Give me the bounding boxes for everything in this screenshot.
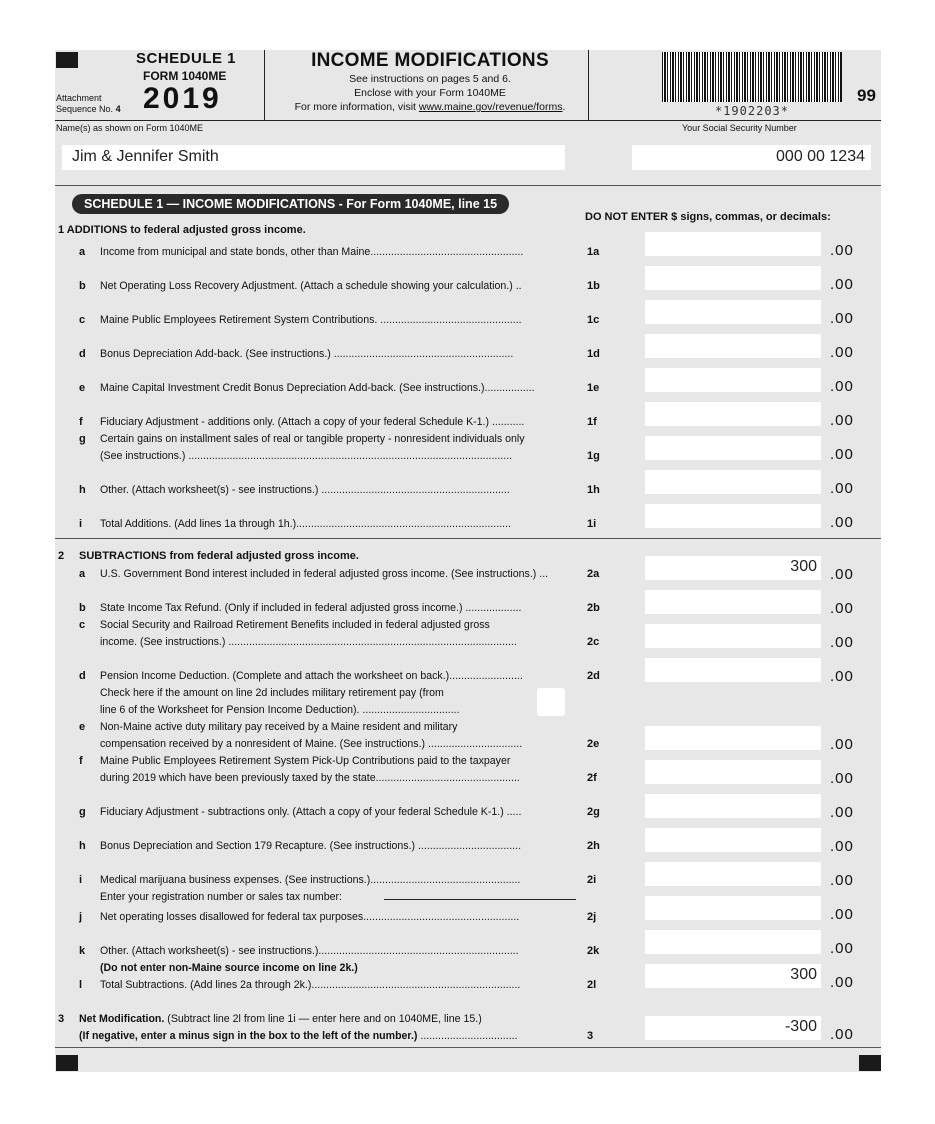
amount-field-1c[interactable] bbox=[645, 300, 821, 324]
registration-mark bbox=[859, 1055, 881, 1071]
subtractions-line-2h-text: Bonus Depreciation and Section 179 Recapture. (See instructions.) ................................... bbox=[100, 840, 522, 852]
cents-1g: .00 bbox=[830, 446, 854, 463]
net-amount-field[interactable] bbox=[645, 1016, 821, 1040]
amount-field-1a[interactable] bbox=[645, 232, 821, 256]
amount-field-2a[interactable] bbox=[645, 556, 821, 580]
net-cents: .00 bbox=[830, 1026, 854, 1043]
subtractions-letter-g: g bbox=[79, 806, 86, 818]
registration-mark bbox=[56, 52, 78, 68]
subtractions-line-2e-text2: compensation received by a nonresident of Maine. (See instructions.) ................................ bbox=[100, 738, 523, 750]
subtractions-letter-k: k bbox=[79, 945, 86, 957]
additions-letter-f: f bbox=[79, 416, 83, 428]
subtractions-number: 2 bbox=[58, 550, 65, 562]
additions-line-1a-text: Income from municipal and state bonds, other than Maine.................................................... bbox=[100, 246, 524, 258]
more-info-line: For more information, visit www.maine.gov/revenue/forms. bbox=[294, 101, 566, 113]
line-number-2g: 2g bbox=[587, 806, 600, 818]
name-value: Jim & Jennifer Smith bbox=[72, 148, 219, 165]
line-number-1b: 1b bbox=[587, 280, 600, 292]
military-retirement-checkbox[interactable] bbox=[537, 688, 565, 716]
line-number-2f: 2f bbox=[587, 772, 597, 784]
name-field[interactable] bbox=[62, 145, 565, 170]
subtractions-line-2j-text: Net operating losses disallowed for federal tax purposes..................................................... bbox=[100, 911, 520, 923]
subtractions-line-2e-text: Non-Maine active duty military pay received by a Maine resident and military bbox=[100, 721, 458, 733]
amount-value-2a: 300 bbox=[790, 558, 817, 575]
line-number-2i: 2i bbox=[587, 874, 597, 886]
amount-field-2d[interactable] bbox=[645, 658, 821, 682]
cents-2d: .00 bbox=[830, 668, 854, 685]
amount-field-1f[interactable] bbox=[645, 402, 821, 426]
cents-2i: .00 bbox=[830, 872, 854, 889]
line-number-2b: 2b bbox=[587, 602, 600, 614]
amount-value-2l: 300 bbox=[790, 966, 817, 983]
form-title-block bbox=[270, 50, 590, 114]
additions-line-1g-text: Certain gains on installment sales of real or tangible property - nonresident individuals only bbox=[100, 433, 525, 445]
cents-2b: .00 bbox=[830, 600, 854, 617]
line-number-2j: 2j bbox=[587, 911, 597, 923]
additions-letter-c: c bbox=[79, 314, 86, 326]
line-number-2h: 2h bbox=[587, 840, 600, 852]
line-number-2e: 2e bbox=[587, 738, 600, 750]
subtractions-line-2d-text: Pension Income Deduction. (Complete and attach the worksheet on back.)......................... bbox=[100, 670, 523, 682]
additions-line-1e-text: Maine Capital Investment Credit Bonus Depreciation Add-back. (See instructions.)................. bbox=[100, 382, 535, 394]
subtractions-line-2c-text2: income. (See instructions.) .................................................................................................. bbox=[100, 636, 517, 648]
subtractions-line-2i-text: Medical marijuana business expenses. (See instructions.)................................................... bbox=[100, 874, 521, 886]
registration-mark bbox=[56, 1055, 78, 1071]
cents-1b: .00 bbox=[830, 276, 854, 293]
line-number-1a: 1a bbox=[587, 246, 600, 258]
net-amount-value: -300 bbox=[784, 1018, 817, 1035]
subtractions-letter-j: j bbox=[79, 911, 83, 923]
line-number-1h: 1h bbox=[587, 484, 600, 496]
cents-1d: .00 bbox=[830, 344, 854, 361]
net-number: 3 bbox=[58, 1013, 65, 1025]
subtractions-line-2c-text: Social Security and Railroad Retirement Benefits included in federal adjusted gross bbox=[100, 619, 490, 631]
subtractions-line-2f-text: Maine Public Employees Retirement System Pick-Up Contributions paid to the taxpayer bbox=[100, 755, 511, 767]
additions-letter-g: g bbox=[79, 433, 86, 445]
line-number-1i: 1i bbox=[587, 518, 597, 530]
subtractions-letter-f: f bbox=[79, 755, 83, 767]
subtractions-line-2d-text3: line 6 of the Worksheet for Pension Income Deduction). ................................. bbox=[100, 704, 460, 716]
amount-field-2k[interactable] bbox=[645, 930, 821, 954]
subtractions-letter-l: l bbox=[79, 979, 83, 991]
amount-field-1g[interactable] bbox=[645, 436, 821, 460]
instructions-line: See instructions on pages 5 and 6. bbox=[349, 73, 511, 85]
subtractions-line-2g-text: Fiduciary Adjustment - subtractions only. (Attach a copy of your federal Schedule K-1.) ..... bbox=[100, 806, 522, 818]
do-not-enter-note: DO NOT ENTER $ signs, commas, or decimals: bbox=[585, 211, 831, 223]
schedule-label: SCHEDULE 1 bbox=[136, 50, 237, 67]
cents-1f: .00 bbox=[830, 412, 854, 429]
amount-field-2i[interactable] bbox=[645, 862, 821, 886]
line-number-1d: 1d bbox=[587, 348, 600, 360]
subtractions-line-2i-text2: Enter your registration number or sales tax number: bbox=[100, 891, 343, 903]
revenue-forms-link[interactable]: www.maine.gov/revenue/forms bbox=[418, 101, 563, 113]
cents-1h: .00 bbox=[830, 480, 854, 497]
registration-number-field[interactable] bbox=[384, 899, 576, 900]
net-instruction: (If negative, enter a minus sign in the box to the left of the number.) ................................. bbox=[79, 1030, 518, 1042]
net-line-number: 3 bbox=[587, 1030, 594, 1042]
additions-letter-e: e bbox=[79, 382, 86, 394]
subtractions-letter-b: b bbox=[79, 602, 86, 614]
subtractions-letter-i: i bbox=[79, 874, 83, 886]
subtractions-line-2a-text: U.S. Government Bond interest included in federal adjusted gross income. (See instructions.) ... bbox=[100, 568, 549, 580]
cents-2j: .00 bbox=[830, 906, 854, 923]
line-number-2c: 2c bbox=[587, 636, 600, 648]
cents-2g: .00 bbox=[830, 804, 854, 821]
additions-letter-d: d bbox=[79, 348, 86, 360]
tax-year: 2019 bbox=[143, 82, 222, 115]
cents-2e: .00 bbox=[830, 736, 854, 753]
enclose-line: Enclose with your Form 1040ME bbox=[354, 87, 506, 99]
attachment-label: Attachment bbox=[56, 93, 102, 103]
amount-field-2g[interactable] bbox=[645, 794, 821, 818]
additions-line-1i-text: Total Additions. (Add lines 1a through 1h.)......................................................................... bbox=[100, 518, 511, 530]
amount-field-2c[interactable] bbox=[645, 624, 821, 648]
subtractions-letter-c: c bbox=[79, 619, 86, 631]
amount-field-1i[interactable] bbox=[645, 504, 821, 528]
ssn-value: 000 00 1234 bbox=[776, 148, 865, 165]
subtractions-line-2k-text2: (Do not enter non-Maine source income on line 2k.) bbox=[100, 962, 358, 974]
barcode bbox=[662, 52, 842, 102]
subtractions-line-2d-text2: Check here if the amount on line 2d includes military retirement pay (from bbox=[100, 687, 444, 699]
additions-letter-i: i bbox=[79, 518, 83, 530]
line-number-1c: 1c bbox=[587, 314, 600, 326]
additions-line-1g-text2: (See instructions.) .............................................................................................................. bbox=[100, 450, 513, 462]
additions-heading: 1 ADDITIONS to federal adjusted gross income. bbox=[58, 224, 306, 236]
subtractions-letter-d: d bbox=[79, 670, 86, 682]
form-title: INCOME MODIFICATIONS bbox=[311, 50, 549, 71]
cents-1a: .00 bbox=[830, 242, 854, 259]
subtractions-line-2k-text: Other. (Attach worksheet(s) - see instructions.).................................................................... bbox=[100, 945, 519, 957]
subtractions-line-2f-text2: during 2019 which have been previously taxed by the state................................................. bbox=[100, 772, 520, 784]
name-label: Name(s) as shown on Form 1040ME bbox=[56, 123, 204, 133]
subtractions-letter-e: e bbox=[79, 721, 86, 733]
subtractions-letter-a: a bbox=[79, 568, 86, 580]
page-code: 99 bbox=[857, 86, 876, 105]
amount-field-1b[interactable] bbox=[645, 266, 821, 290]
additions-line-1f-text: Fiduciary Adjustment - additions only. (Attach a copy of your federal Schedule K-1.) ........... bbox=[100, 416, 525, 428]
amount-field-1h[interactable] bbox=[645, 470, 821, 494]
form-label: FORM 1040ME bbox=[143, 69, 227, 83]
line-number-2k: 2k bbox=[587, 945, 600, 957]
amount-field-1d[interactable] bbox=[645, 334, 821, 358]
amount-field-2b[interactable] bbox=[645, 590, 821, 614]
amount-field-2e[interactable] bbox=[645, 726, 821, 750]
line-number-1e: 1e bbox=[587, 382, 600, 394]
line-number-2l: 2l bbox=[587, 979, 597, 991]
line-number-1g: 1g bbox=[587, 450, 600, 462]
additions-letter-b: b bbox=[79, 280, 86, 292]
additions-line-1b-text: Net Operating Loss Recovery Adjustment. (Attach a schedule showing your calculation.) .. bbox=[100, 280, 522, 292]
subtractions-letter-h: h bbox=[79, 840, 86, 852]
schedule-banner: SCHEDULE 1 — INCOME MODIFICATIONS - For Form 1040ME, line 15 bbox=[72, 194, 509, 214]
amount-field-2h[interactable] bbox=[645, 828, 821, 852]
subtractions-line-2b-text: State Income Tax Refund. (Only if included in federal adjusted gross income.) ................... bbox=[100, 602, 522, 614]
amount-field-2l[interactable] bbox=[645, 964, 821, 988]
amount-field-2f[interactable] bbox=[645, 760, 821, 784]
amount-field-1e[interactable] bbox=[645, 368, 821, 392]
additions-line-1c-text: Maine Public Employees Retirement System Contributions. ................................................ bbox=[100, 314, 522, 326]
subtractions-line-2l-text: Total Subtractions. (Add lines 2a through 2k.)....................................................................... bbox=[100, 979, 521, 991]
line-number-1f: 1f bbox=[587, 416, 597, 428]
ssn-field[interactable] bbox=[632, 145, 871, 170]
cents-1i: .00 bbox=[830, 514, 854, 531]
additions-letter-h: h bbox=[79, 484, 86, 496]
additions-line-1d-text: Bonus Depreciation Add-back. (See instructions.) ............................................................. bbox=[100, 348, 514, 360]
cents-2c: .00 bbox=[830, 634, 854, 651]
ssn-label: Your Social Security Number bbox=[682, 123, 797, 133]
line-number-2a: 2a bbox=[587, 568, 600, 580]
additions-letter-a: a bbox=[79, 246, 86, 258]
cents-2f: .00 bbox=[830, 770, 854, 787]
barcode-number: *1902203* bbox=[714, 104, 790, 118]
line-number-2d: 2d bbox=[587, 670, 600, 682]
cents-1e: .00 bbox=[830, 378, 854, 395]
cents-2h: .00 bbox=[830, 838, 854, 855]
cents-2k: .00 bbox=[830, 940, 854, 957]
sequence-label: Sequence No. 4 bbox=[56, 104, 121, 114]
cents-1c: .00 bbox=[830, 310, 854, 327]
amount-field-2j[interactable] bbox=[645, 896, 821, 920]
net-label: Net Modification. (Subtract line 2l from line 1i — enter here and on 1040ME, line 15.) bbox=[79, 1013, 482, 1025]
additions-line-1h-text: Other. (Attach worksheet(s) - see instructions.) ................................................................ bbox=[100, 484, 510, 496]
subtractions-heading: SUBTRACTIONS from federal adjusted gross income. bbox=[79, 550, 359, 562]
cents-2a: .00 bbox=[830, 566, 854, 583]
cents-2l: .00 bbox=[830, 974, 854, 991]
